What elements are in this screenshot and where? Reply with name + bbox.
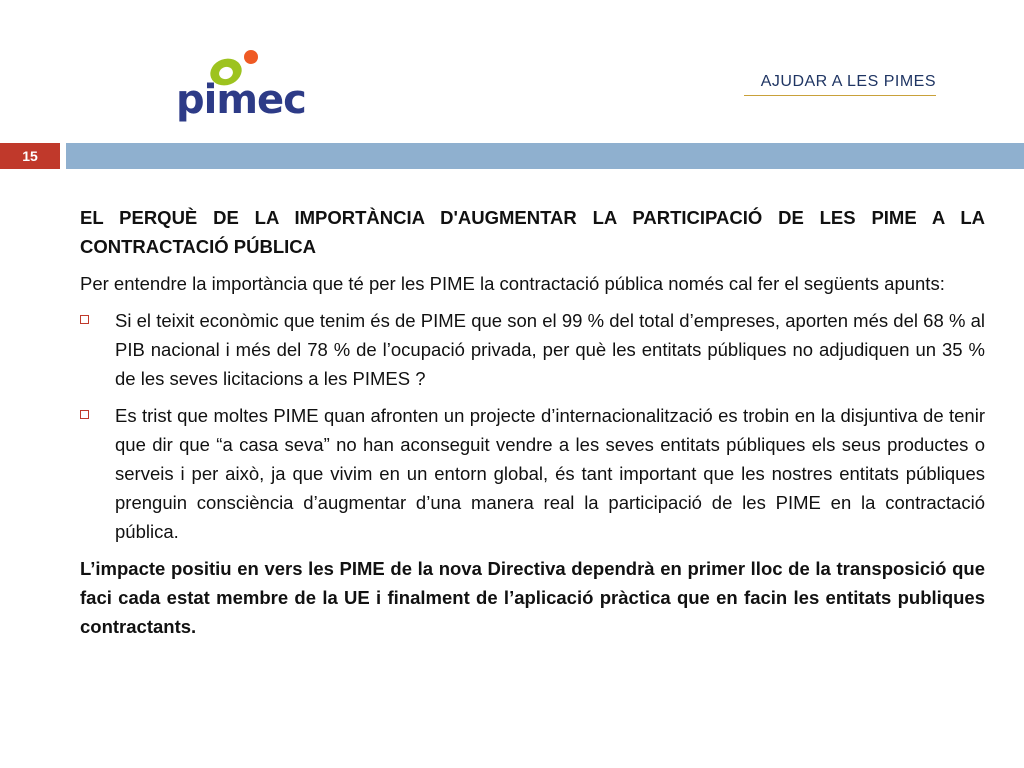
- bullet-text: Es trist que moltes PIME quan afronten un projecte d’internacionalització es trobin en la disjuntiva de tenir que dir que “a casa seva” no han aconseguit vendre a les seves entitats públiques els seus productes o serveis i per això, ja que vivim en un entorn global, és tant important que les nostres entitats públiques prenguin consciència d’augmentar d’una manera real la participació de les PIME en la contractació pública.: [115, 405, 985, 542]
- square-bullet-icon: [80, 410, 89, 419]
- title-underline: [744, 95, 936, 96]
- pimec-logo: [176, 48, 306, 124]
- bullet-list: [80, 306, 985, 546]
- logo-wordmark: pimec: [176, 77, 306, 123]
- conclusion-paragraph: L’impacte positiu en vers les PIME de la nova Directiva dependrà en primer lloc de la transposició que faci cada estat membre de la UE i finalment de l’aplicació pràctica que en facin les entitats publiques contractants.: [80, 558, 985, 637]
- list-item: [80, 401, 985, 546]
- slide-content: [80, 203, 985, 641]
- content-heading: EL PERQUÈ DE LA IMPORTÀNCIA D'AUGMENTAR LA PARTICIPACIÓ DE LES PIME A LA CONTRACTACIÓ PÚBLICA: [80, 207, 985, 257]
- bullet-text: Si el teixit econòmic que tenim és de PIME que son el 99 % del total d’empreses, aporten més del 68 % al PIB nacional i més del 78 % de l’ocupació privada, per què les entitats públiques no adjudiquen un 35 % de les seves licitacions a les PIMES ?: [115, 310, 985, 389]
- slide-number-badge: 15: [0, 143, 60, 169]
- square-bullet-icon: [80, 315, 89, 324]
- header-bar: [66, 143, 1024, 169]
- section-title: AJUDAR A LES PIMES: [760, 73, 936, 90]
- list-item: [80, 306, 985, 393]
- intro-paragraph: Per entendre la importància que té per les PIME la contractació pública només cal fer el següents apunts:: [80, 273, 945, 294]
